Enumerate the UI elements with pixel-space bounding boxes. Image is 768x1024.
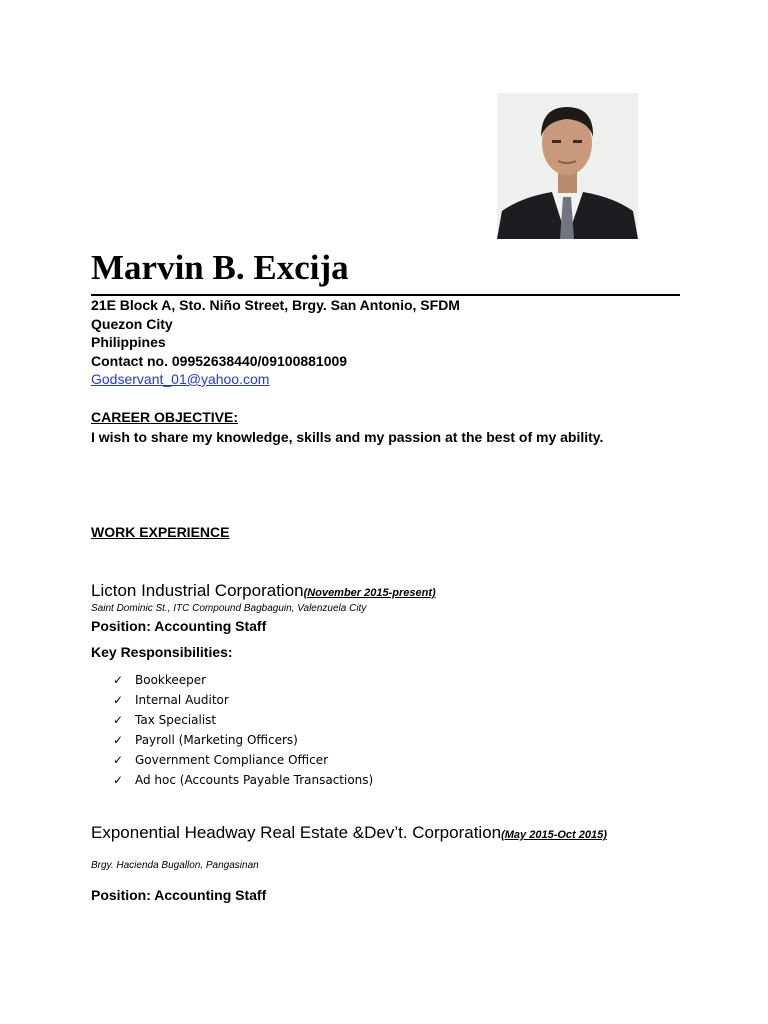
checkmark-icon: ✓: [113, 673, 124, 687]
job-1-company: Licton Industrial Corporation: [91, 581, 304, 600]
responsibility-text: Internal Auditor: [135, 693, 229, 707]
responsibility-text: Bookkeeper: [135, 673, 207, 687]
contact-block: [91, 296, 460, 389]
checkmark-icon: ✓: [113, 713, 124, 727]
checkmark-icon: ✓: [113, 693, 124, 707]
city-line: Quezon City: [91, 315, 173, 332]
list-item: [113, 710, 373, 730]
responsibilities-list: [113, 670, 373, 790]
address-line: 21E Block A, Sto. Niño Street, Brgy. San Antonio, SFDM: [91, 297, 460, 313]
candidate-name: Marvin B. Excija: [91, 248, 349, 287]
job-2-company: Exponential Headway Real Estate &Dev’t. Corporation: [91, 823, 502, 842]
responsibility-text: Government Compliance Officer: [135, 753, 329, 767]
job-1-position: Position: Accounting Staff: [91, 618, 267, 634]
checkmark-icon: ✓: [113, 753, 124, 767]
job-1-dates: (November 2015-present): [303, 587, 436, 599]
job-2-dates: (May 2015-Oct 2015): [501, 829, 607, 841]
list-item: [113, 750, 373, 770]
checkmark-icon: ✓: [113, 773, 124, 787]
career-objective-heading: CAREER OBJECTIVE:: [91, 409, 239, 425]
email-link[interactable]: Godservant_01@yahoo.com: [91, 371, 270, 387]
job-1-key-responsibilities-heading: Key Responsibilities:: [91, 644, 233, 660]
profile-photo: [497, 93, 638, 239]
responsibility-text: Payroll (Marketing Officers): [135, 733, 298, 747]
job-2-title: [91, 823, 607, 843]
list-item: [113, 770, 373, 790]
list-item: [113, 730, 373, 750]
list-item: [113, 670, 373, 690]
job-1-address: Saint Dominic St., ITC Compound Bagbaguin, Valenzuela City: [91, 603, 367, 614]
job-1-title: [91, 581, 436, 601]
work-experience-heading: WORK EXPERIENCE: [91, 524, 230, 540]
career-objective-text: I wish to share my knowledge, skills and my passion at the best of my ability.: [91, 429, 604, 445]
country-line: Philippines: [91, 334, 166, 350]
phone-line: Contact no. 09952638440/09100881009: [91, 352, 348, 369]
responsibility-text: Tax Specialist: [135, 713, 217, 727]
responsibility-text: Ad hoc (Accounts Payable Transactions): [135, 773, 374, 787]
list-item: [113, 690, 373, 710]
checkmark-icon: ✓: [113, 733, 124, 747]
job-2-position: Position: Accounting Staff: [91, 887, 267, 903]
job-2-address: Brgy. Hacienda Bugallon, Pangasinan: [91, 860, 259, 871]
